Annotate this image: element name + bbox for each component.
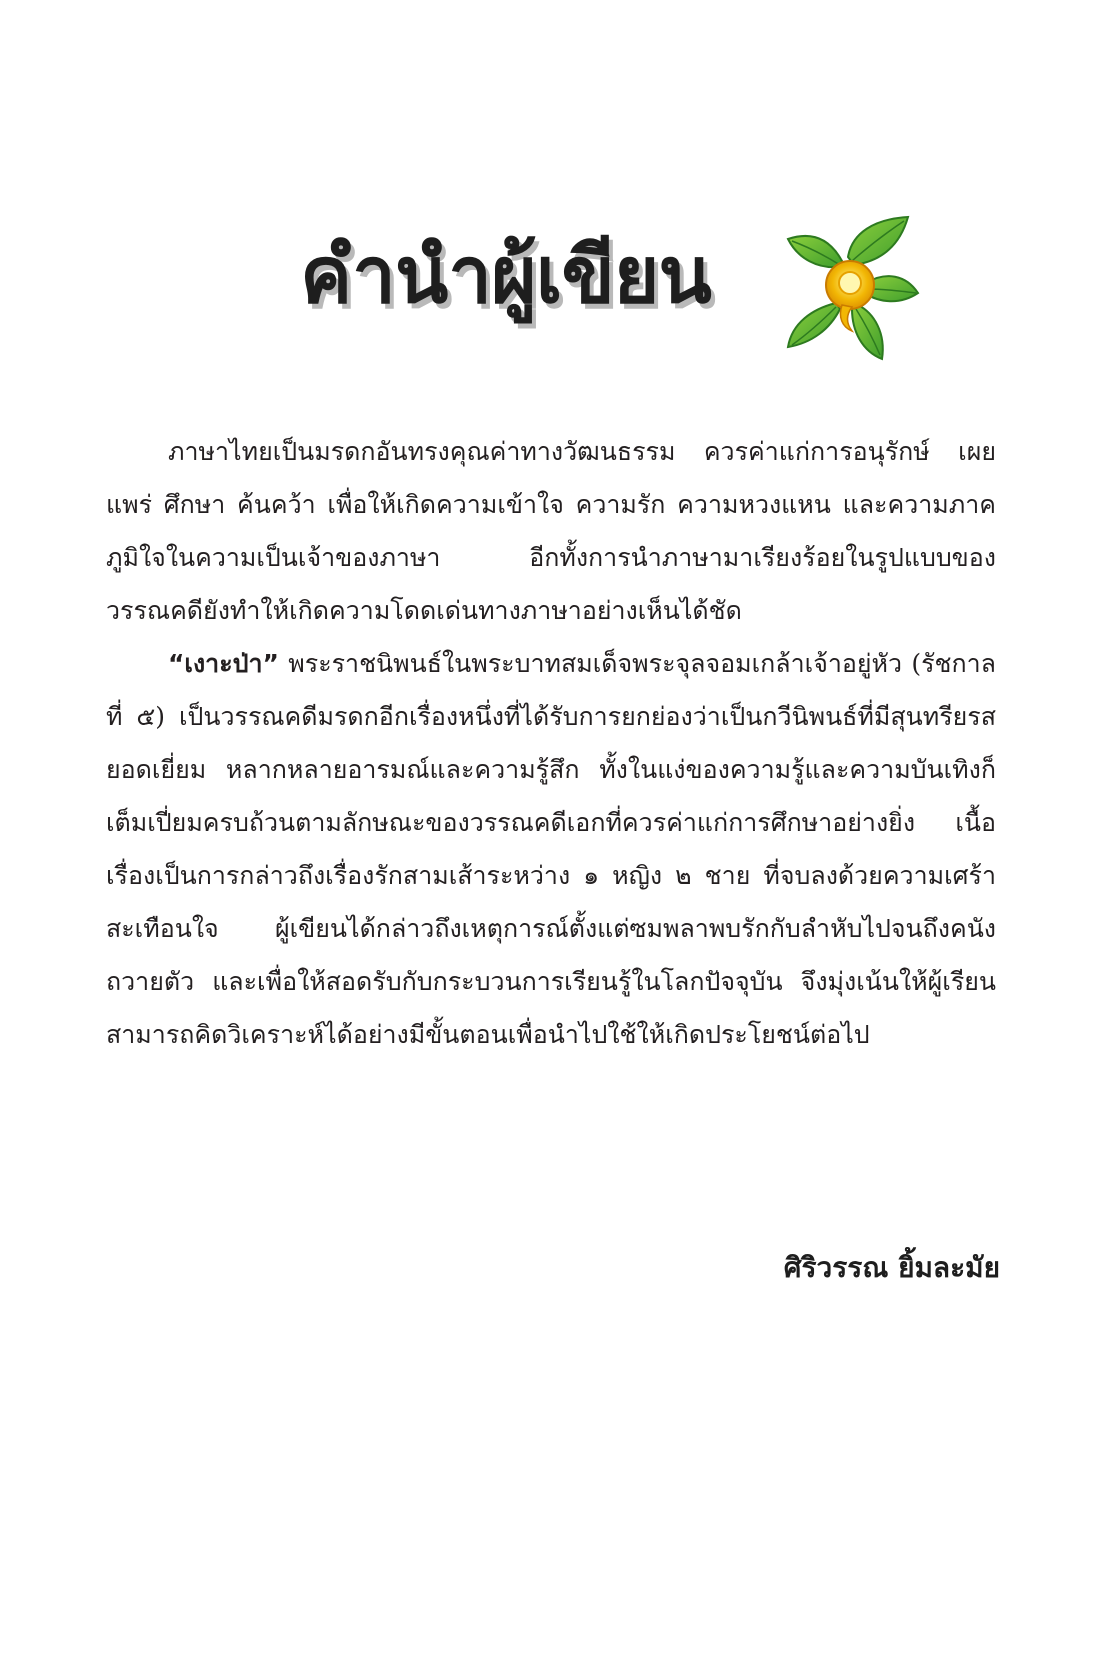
- preface-body: [106, 425, 996, 1061]
- paragraph-1-text: ภาษาไทยเป็นมรดกอันทรงคุณค่าทางวัฒนธรรม ควรค่าแก่การอนุรักษ์ เผยแพร่ ศึกษา ค้นคว้า เพื่อให้เกิดความเข้าใจ ความรัก ความหวงแหน และความภาคภูมิใจในความเป็นเจ้าของภาษา อีกทั้งการนำภาษามาเรียงร้อยในรูปแบบของวรรณคดียังทำให้เกิดความโดดเด่นทางภาษาอย่างเห็นได้ชัด: [106, 437, 996, 625]
- book-title-highlight: “เงาะป่า”: [168, 649, 279, 678]
- title-block: [300, 205, 920, 375]
- leaf-ornament-icon: [782, 205, 920, 370]
- paragraph-2: [106, 637, 996, 1061]
- page-title: คำนำผู้เขียน: [300, 231, 711, 321]
- paragraph-1: [106, 425, 996, 637]
- paragraph-2-text: พระราชนิพนธ์ในพระบาทสมเด็จพระจุลจอมเกล้าเจ้าอยู่หัว (รัชกาลที่ ๕) เป็นวรรณคดีมรดกอีกเรื่องหนึ่งที่ได้รับการยกย่องว่าเป็นกวีนิพนธ์ที่มีสุนทรียรสยอดเยี่ยม หลากหลายอารมณ์และความรู้สึก ทั้งในแง่ของความรู้และความบันเทิงก็เต็มเปี่ยมครบถ้วนตามลักษณะของวรรณคดีเอกที่ควรค่าแก่การศึกษาอย่างยิ่ง เนื้อเรื่องเป็นการกล่าวถึงเรื่องรักสามเส้าระหว่าง ๑ หญิง ๒ ชาย ที่จบลงด้วยความเศร้าสะเทือนใจ ผู้เขียนได้กล่าวถึงเหตุการณ์ตั้งแต่ซมพลาพบรักกับลำหับไปจนถึงคนังถวายตัว และเพื่อให้สอดรับกับกระบวนการเรียนรู้ในโลกปัจจุบัน จึงมุ่งเน้นให้ผู้เรียนสามารถคิดวิเคราะห์ได้อย่างมีขั้นตอนเพื่อนำไปใช้ให้เกิดประโยชน์ต่อไป: [106, 649, 996, 1049]
- author-name: ศิริวรรณ ยิ้มละมัย: [783, 1251, 1000, 1284]
